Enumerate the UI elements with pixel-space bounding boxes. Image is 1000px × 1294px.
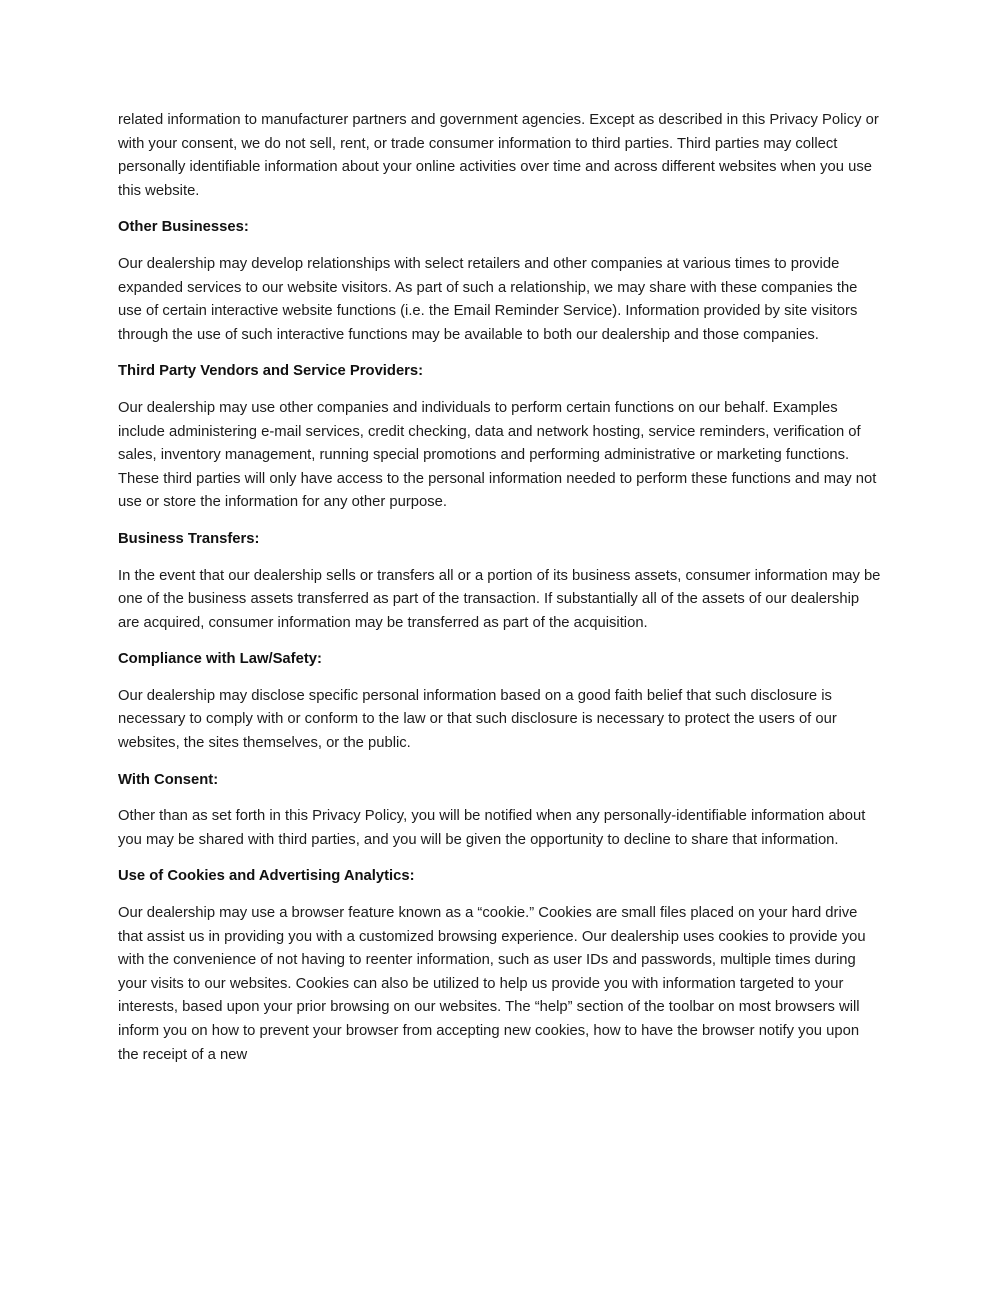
paragraph-third-parties-continued: related information to manufacturer partners and government agencies. Except as described in this Privacy Policy or with your consent, we do not sell, rent, or trade consumer information to third parties. Third parties may collect personally identifiable information about your online activities over time and across different websites when you use this website. xyxy=(118,112,879,199)
heading-compliance-law-safety: Compliance with Law/Safety: xyxy=(118,651,322,668)
heading-third-party-vendors: Third Party Vendors and Service Providers: xyxy=(118,363,424,380)
heading-cookies-advertising-analytics: Use of Cookies and Advertising Analytics: xyxy=(118,868,415,885)
paragraph-business-transfers: In the event that our dealership sells or transfers all or a portion of its business assets, consumer information may be one of the business assets transferred as part of the transaction. If substantially all of the assets of our dealership are acquired, consumer information may be transferred as part of the acquisition. xyxy=(118,567,881,631)
paragraph-with-consent: Other than as set forth in this Privacy Policy, you will be notified when any personally-identifiable information about you may be shared with third parties, and you will be given the opportunity to decline to share that information. xyxy=(118,808,866,848)
heading-other-businesses: Other Businesses: xyxy=(118,219,249,236)
paragraph-other-businesses: Our dealership may develop relationships with select retailers and other companies at various times to provide expanded services to our website visitors. As part of such a relationship, we may share with these companies the use of certain interactive website functions (i.e. the Email Reminder Service). Information provided by site visitors through the use of such interactive functions may be available to both our dealership and those companies. xyxy=(118,255,858,343)
paragraph-third-party-vendors: Our dealership may use other companies and individuals to perform certain functions on our behalf. Examples include administering e-mail services, credit checking, data and network hosting, service reminders, verification of sales, inventory management, running special promotions and performing administrative or marketing functions. These third parties will only have access to the personal information needed to perform these functions and may not use or store the information for any other purpose. xyxy=(118,399,877,511)
paragraph-compliance-law-safety: Our dealership may disclose specific personal information based on a good faith belief that such disclosure is necessary to comply with or conform to the law or that such disclosure is necessary to protect the users of our websites, the sites themselves, or the public. xyxy=(118,687,837,752)
document-body xyxy=(118,109,882,1080)
heading-with-consent: With Consent: xyxy=(118,771,219,788)
heading-business-transfers: Business Transfers: xyxy=(118,530,260,547)
paragraph-cookies-advertising-analytics: Our dealership may use a browser feature known as a “cookie.” Cookies are small files placed on your hard drive that assist us in providing you with a customized browsing experience. Our dealership uses cookies to provide you with the convenience of not having to reenter information, such as user IDs and passwords, multiple times during your visits to our websites. Cookies can also be utilized to help us provide you with information targeted to your interests, based upon your prior browsing on our websites. The “help” section of the toolbar on most browsers will inform you on how to prevent your browser from accepting new cookies, how to have the browser notify you upon the receipt of a new xyxy=(118,905,866,1063)
